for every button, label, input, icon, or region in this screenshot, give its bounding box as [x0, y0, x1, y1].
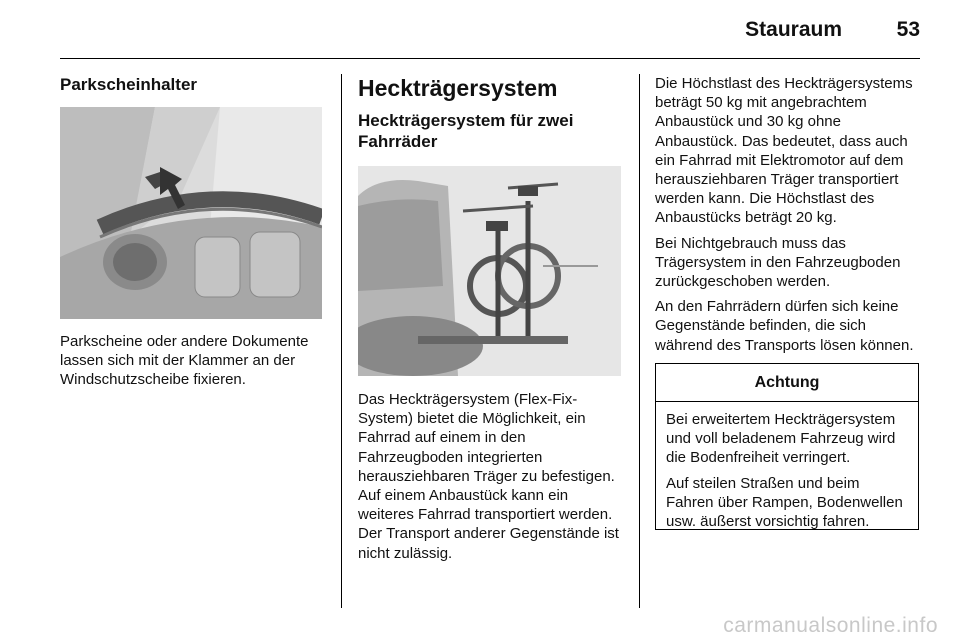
column-1-text-wrap	[60, 332, 325, 390]
warning-careful-driving: Auf steilen Straßen und beim Fahren über Rampen, Bodenwellen usw. äußerst vorsichtig fahren.	[666, 474, 903, 531]
column-3	[655, 74, 920, 355]
column-divider-2	[639, 74, 640, 608]
non-use-paragraph: Bei Nichtgebrauch muss das Trägersystem in den Fahrzeugboden zurückgeschoben werden.	[655, 234, 901, 291]
column-1	[60, 74, 325, 96]
max-load-paragraph: Die Höchstlast des Heckträgersystems beträgt 50 kg mit angebrachtem Anbaustück und 30 kg ohne Anbaustück. Das bedeutet, dass auch ein Fahrrad mit Elektromotor auf dem herausziehbaren Träger transportiert werden kann. Die Höchstlast des Anbaustücks beträgt 20 kg.	[655, 75, 913, 227]
parking-ticket-holder-heading: Parkscheinhalter	[60, 75, 198, 94]
watermark: carmanualsonline.info	[723, 614, 938, 637]
column-2-text-wrap	[358, 390, 623, 563]
warning-ground-clearance: Bei erweitertem Heckträgersystem und voll beladenem Fahrzeug wird die Bodenfreiheit verringert.	[666, 411, 896, 467]
rear-carrier-text: Das Heckträgersystem (Flex-Fix-System) bietet die Möglichkeit, ein Fahrrad auf einem in den Fahrzeugboden integrierten herausziehbaren Träger zu befestigen. Auf einem Anbaustück kann ein weiteres Fahrrad transportiert werden. Der Transport anderer Gegenstände ist nicht zulässig.	[358, 391, 619, 562]
header-rule	[60, 58, 920, 59]
loose-items-paragraph: An den Fahrrädern dürfen sich keine Gegenstände befinden, die sich während des Transports lösen können.	[655, 298, 914, 354]
column-divider-1	[341, 74, 342, 608]
page-number: 53	[896, 18, 920, 41]
section-title: Stauraum	[745, 18, 842, 41]
bike-carrier-illustration	[358, 166, 621, 376]
rear-carrier-subheading: Heckträgersystem für zwei Fahrräder	[358, 111, 574, 151]
column-2	[358, 74, 623, 152]
windshield-clip-illustration	[60, 107, 322, 319]
rear-carrier-heading: Heckträgersystem	[358, 75, 558, 101]
parking-ticket-holder-text: Parkscheine oder andere Dokumente lassen sich mit der Klammer an der Windschutzscheibe fixieren.	[60, 333, 309, 389]
page-header	[60, 0, 920, 58]
warning-box	[655, 363, 919, 530]
warning-title: Achtung	[656, 364, 918, 402]
